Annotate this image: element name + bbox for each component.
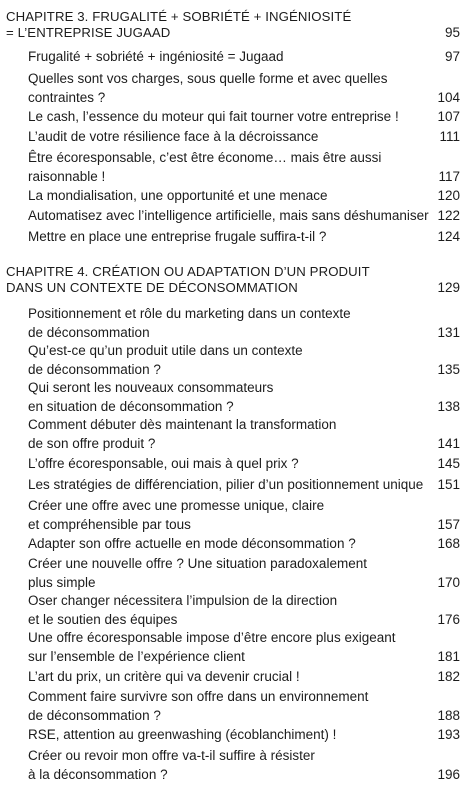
entry-text: La mondialisation, une opportunité et une menace bbox=[28, 188, 328, 203]
toc-entry[interactable] bbox=[28, 342, 460, 379]
entry-page-number: 151 bbox=[437, 477, 460, 492]
entry-text: L’audit de votre résilience face à la décroissance bbox=[28, 129, 319, 144]
entry-page-number: 145 bbox=[437, 456, 460, 471]
entry-text: de déconsommation bbox=[28, 324, 150, 340]
entry-page-number: 157 bbox=[437, 516, 460, 532]
entry-text: contraintes ? bbox=[28, 89, 106, 105]
entry-page-number: 120 bbox=[437, 188, 460, 203]
toc-entry[interactable] bbox=[28, 70, 460, 107]
entry-page-number: 122 bbox=[437, 208, 460, 223]
toc-entry[interactable] bbox=[28, 207, 460, 226]
toc-entry[interactable] bbox=[28, 535, 460, 554]
entry-text: Le cash, l’essence du moteur qui fait tourner votre entreprise ! bbox=[28, 109, 399, 124]
entry-text: Comment faire survivre son offre dans un environnement bbox=[28, 689, 369, 704]
toc-entry[interactable] bbox=[28, 48, 460, 67]
entry-page-number: 138 bbox=[437, 398, 460, 414]
entry-text: Être écoresponsable, c’est être économe… mais être aussi bbox=[28, 150, 382, 165]
toc-entry[interactable] bbox=[28, 555, 460, 592]
toc-entry[interactable] bbox=[28, 128, 460, 147]
entry-page-number: 176 bbox=[437, 611, 460, 627]
entry-text: Qu’est-ce qu’un produit utile dans un contexte bbox=[28, 343, 303, 358]
toc-entry[interactable] bbox=[28, 747, 460, 784]
entry-text: Automatisez avec l’intelligence artificielle, mais sans déshumaniser bbox=[28, 208, 429, 223]
entry-page-number: 135 bbox=[437, 361, 460, 377]
chapter-title-line: CHAPITRE 3. FRUGALITÉ + SOBRIÉTÉ + INGÉNIOSITÉ bbox=[6, 9, 352, 24]
entry-page-number: 111 bbox=[439, 129, 460, 144]
entry-text: Oser changer nécessitera l’impulsion de la direction bbox=[28, 593, 338, 608]
entry-text: Quelles sont vos charges, sous quelle forme et avec quelles bbox=[28, 71, 388, 86]
entry-text: Qui seront les nouveaux consommateurs bbox=[28, 380, 274, 395]
entry-page-number: 124 bbox=[437, 229, 460, 244]
entry-page-number: 196 bbox=[437, 766, 460, 782]
chapter-title-line: CHAPITRE 4. CRÉATION OU ADAPTATION D’UN PRODUIT bbox=[6, 264, 370, 279]
toc-entry[interactable] bbox=[28, 416, 460, 453]
entry-text: raisonnable ! bbox=[28, 168, 106, 184]
toc-entry[interactable] bbox=[28, 592, 460, 629]
toc-entry[interactable] bbox=[28, 476, 460, 495]
entry-page-number: 97 bbox=[444, 49, 460, 64]
entry-page-number: 182 bbox=[437, 669, 460, 684]
entry-page-number: 193 bbox=[437, 727, 460, 742]
toc-entry[interactable] bbox=[28, 149, 460, 186]
entry-text: Positionnement et rôle du marketing dans un contexte bbox=[28, 306, 351, 321]
chapter-title-line: = L’ENTREPRISE JUGAAD bbox=[6, 24, 171, 40]
toc-entry[interactable] bbox=[28, 668, 460, 687]
toc-entry[interactable] bbox=[28, 228, 460, 247]
entry-text: Frugalité + sobriété + ingéniosité = Jugaad bbox=[28, 49, 284, 64]
chapter-title bbox=[6, 264, 370, 295]
entry-text: plus simple bbox=[28, 574, 96, 590]
entry-text: à la déconsommation ? bbox=[28, 766, 168, 782]
entry-text: sur l’ensemble de l’expérience client bbox=[28, 648, 245, 664]
entry-text: de déconsommation ? bbox=[28, 707, 161, 723]
entry-page-number: 104 bbox=[437, 89, 460, 105]
toc-entry[interactable] bbox=[28, 305, 460, 342]
entry-page-number: 131 bbox=[437, 324, 460, 340]
toc-entry[interactable] bbox=[28, 187, 460, 206]
entry-text: Comment débuter dès maintenant la transformation bbox=[28, 417, 337, 432]
entry-text: RSE, attention au greenwashing (écoblanchiment) ! bbox=[28, 727, 337, 742]
chapter-page-number: 95 bbox=[444, 25, 460, 40]
entry-page-number: 168 bbox=[437, 536, 460, 551]
entry-text: de son offre produit ? bbox=[28, 435, 156, 451]
entry-page-number: 188 bbox=[437, 707, 460, 723]
entry-text: Une offre écoresponsable impose d’être encore plus exigeant bbox=[28, 630, 396, 645]
entry-page-number: 141 bbox=[437, 435, 460, 451]
entry-text: L’offre écoresponsable, oui mais à quel prix ? bbox=[28, 456, 299, 471]
toc-entry[interactable] bbox=[28, 108, 460, 127]
entry-text: Adapter son offre actuelle en mode déconsommation ? bbox=[28, 536, 356, 551]
entry-text: L’art du prix, un critère qui va devenir crucial ! bbox=[28, 669, 300, 684]
toc-entry[interactable] bbox=[28, 688, 460, 725]
chapter-title-line: DANS UN CONTEXTE DE DÉCONSOMMATION bbox=[6, 279, 298, 295]
chapter-title bbox=[6, 9, 351, 40]
toc-entry[interactable] bbox=[28, 726, 460, 745]
toc-entry[interactable] bbox=[28, 455, 460, 474]
toc-entry[interactable] bbox=[28, 379, 460, 416]
entry-page-number: 117 bbox=[438, 168, 460, 184]
entry-page-number: 107 bbox=[437, 109, 460, 124]
entry-text: Les stratégies de différenciation, pilier d’un positionnement unique bbox=[28, 477, 424, 492]
toc-entry[interactable] bbox=[28, 629, 460, 666]
entry-text: Créer une offre avec une promesse unique, claire bbox=[28, 498, 325, 513]
entry-text: Mettre en place une entreprise frugale suffira-t-il ? bbox=[28, 229, 327, 244]
entry-text: de déconsommation ? bbox=[28, 361, 161, 377]
chapter-page-number: 129 bbox=[437, 280, 460, 295]
entry-page-number: 181 bbox=[437, 648, 460, 664]
entry-text: et compréhensible par tous bbox=[28, 516, 191, 532]
toc-entry[interactable] bbox=[28, 497, 460, 534]
entry-text: en situation de déconsommation ? bbox=[28, 398, 234, 414]
entry-text: Créer ou revoir mon offre va-t-il suffire à résister bbox=[28, 748, 315, 763]
entry-page-number: 170 bbox=[437, 574, 460, 590]
entry-text: et le soutien des équipes bbox=[28, 611, 178, 627]
entry-text: Créer une nouvelle offre ? Une situation paradoxalement bbox=[28, 556, 367, 571]
